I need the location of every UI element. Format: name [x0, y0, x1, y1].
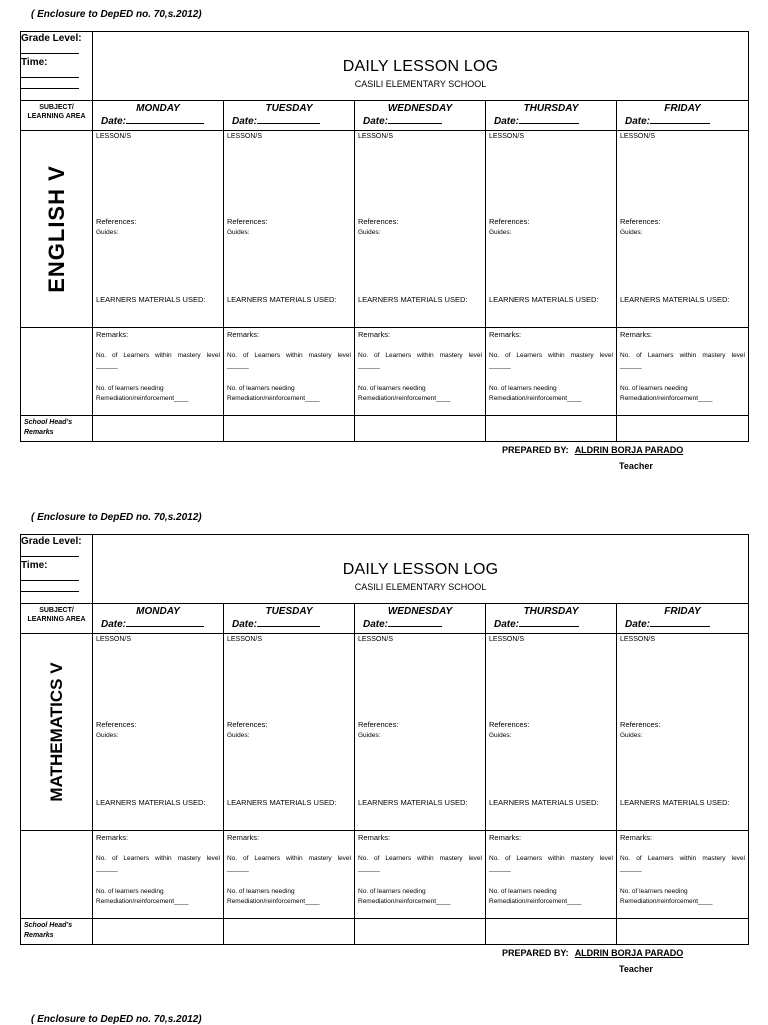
school-name: CASILI ELEMENTARY SCHOOL — [354, 78, 487, 89]
grade-level-blank[interactable] — [21, 548, 79, 557]
school-head-remarks-tuesday[interactable] — [224, 416, 355, 442]
remarks-cell-thursday[interactable]: Remarks: No. of Learners within mastery level ______ No. of learners needing Remediation/reinforcement____ — [486, 831, 617, 919]
grade-time-cell — [21, 535, 93, 604]
lesson-cell-thursday[interactable]: LESSON/S References: Guides: LEARNERS MATERIALS USED: — [486, 634, 617, 831]
school-head-remarks-wednesday[interactable] — [355, 416, 486, 442]
subject-cell — [21, 131, 93, 328]
title-cell — [93, 32, 749, 101]
blank-subject-cell — [21, 328, 93, 416]
lesson-log-table-mathematics — [20, 534, 749, 945]
date-blank[interactable] — [388, 114, 442, 124]
school-head-remarks-thursday[interactable] — [486, 416, 617, 442]
time-blank-1[interactable] — [21, 572, 79, 581]
day-header-tuesday: TUESDAY Date: — [224, 604, 355, 634]
preparer-name: ALDRIN BORJA PARADO — [574, 948, 684, 958]
day-header-monday: MONDAY Date: — [93, 604, 224, 634]
subject-header: SUBJECT/ LEARNING AREA — [21, 101, 93, 131]
remarks-cell-monday[interactable]: Remarks: No. of Learners within mastery level ______ No. of learners needing Remediation/reinforcement____ — [93, 328, 224, 416]
day-header-wednesday: WEDNESDAY Date: — [355, 604, 486, 634]
day-header-thursday: THURSDAY Date: — [486, 101, 617, 131]
remarks-cell-friday[interactable]: Remarks: No. of Learners within mastery level ______ No. of learners needing Remediation/reinforcement____ — [617, 328, 749, 416]
lesson-cell-friday[interactable]: LESSON/S References: Guides: LEARNERS MATERIALS USED: — [617, 131, 749, 328]
grade-level-blank[interactable] — [21, 45, 79, 54]
remarks-cell-friday[interactable]: Remarks: No. of Learners within mastery level ______ No. of learners needing Remediation/reinforcement____ — [617, 831, 749, 919]
remarks-cell-tuesday[interactable]: Remarks: No. of Learners within mastery level ______ No. of learners needing Remediation/reinforcement____ — [224, 831, 355, 919]
subject-name: MATHEMATICS V — [46, 662, 66, 802]
enclosure-note: ( Enclosure to DepED no. 70,s.2012) — [31, 1014, 202, 1025]
prepared-by: PREPARED BY: ALDRIN BORJA PARADO — [502, 445, 684, 455]
time-label: Time: — [21, 57, 48, 68]
grade-level-label: Grade Level: — [21, 536, 82, 547]
date-blank[interactable] — [126, 114, 204, 124]
remarks-cell-thursday[interactable]: Remarks: No. of Learners within mastery level ______ No. of learners needing Remediation/reinforcement____ — [486, 328, 617, 416]
remarks-cell-wednesday[interactable]: Remarks: No. of Learners within mastery level ______ No. of learners needing Remediation/reinforcement____ — [355, 831, 486, 919]
day-header-tuesday: TUESDAY Date: — [224, 101, 355, 131]
subject-cell — [21, 634, 93, 831]
lesson-cell-friday[interactable]: LESSON/S References: Guides: LEARNERS MATERIALS USED: — [617, 634, 749, 831]
school-head-remarks-monday[interactable] — [93, 919, 224, 945]
grade-time-cell — [21, 32, 93, 101]
subject-header: SUBJECT/ LEARNING AREA — [21, 604, 93, 634]
school-head-remarks-friday[interactable] — [617, 919, 749, 945]
school-head-remarks-wednesday[interactable] — [355, 919, 486, 945]
lesson-cell-tuesday[interactable]: LESSON/S References: Guides: LEARNERS MATERIALS USED: — [224, 634, 355, 831]
preparer-role: Teacher — [619, 461, 653, 471]
school-head-remarks-thursday[interactable] — [486, 919, 617, 945]
date-blank[interactable] — [650, 114, 710, 124]
school-name: CASILI ELEMENTARY SCHOOL — [354, 581, 487, 592]
prepared-by: PREPARED BY: ALDRIN BORJA PARADO — [502, 948, 684, 958]
day-header-friday: FRIDAY Date: — [617, 604, 749, 634]
remarks-cell-wednesday[interactable]: Remarks: No. of Learners within mastery level ______ No. of learners needing Remediation/reinforcement____ — [355, 328, 486, 416]
school-head-remarks-monday[interactable] — [93, 416, 224, 442]
remarks-cell-tuesday[interactable]: Remarks: No. of Learners within mastery level ______ No. of learners needing Remediation/reinforcement____ — [224, 328, 355, 416]
date-blank[interactable] — [388, 617, 442, 627]
grade-level-label: Grade Level: — [21, 33, 82, 44]
day-header-thursday: THURSDAY Date: — [486, 604, 617, 634]
time-blank-2[interactable] — [21, 583, 79, 592]
time-blank-1[interactable] — [21, 69, 79, 78]
lesson-cell-wednesday[interactable]: LESSON/S References: Guides: LEARNERS MATERIALS USED: — [355, 131, 486, 328]
title-cell — [93, 535, 749, 604]
lesson-cell-wednesday[interactable]: LESSON/S References: Guides: LEARNERS MATERIALS USED: — [355, 634, 486, 831]
time-blank-2[interactable] — [21, 80, 79, 89]
school-head-remarks-label: School Head’s Remarks — [21, 919, 93, 945]
preparer-role: Teacher — [619, 964, 653, 974]
date-blank[interactable] — [257, 617, 320, 627]
time-label: Time: — [21, 560, 48, 571]
day-header-wednesday: WEDNESDAY Date: — [355, 101, 486, 131]
lesson-cell-monday[interactable]: LESSON/S References: Guides: LEARNERS MATERIALS USED: — [93, 131, 224, 328]
document-title: DAILY LESSON LOG — [342, 57, 499, 75]
preparer-name: ALDRIN BORJA PARADO — [574, 445, 684, 455]
date-blank[interactable] — [650, 617, 710, 627]
subject-name: ENGLISH V — [43, 165, 69, 293]
day-header-friday: FRIDAY Date: — [617, 101, 749, 131]
document-title: DAILY LESSON LOG — [342, 560, 499, 578]
date-blank[interactable] — [519, 114, 579, 124]
lesson-cell-monday[interactable]: LESSON/S References: Guides: LEARNERS MATERIALS USED: — [93, 634, 224, 831]
lesson-log-table-english — [20, 31, 749, 442]
lesson-cell-tuesday[interactable]: LESSON/S References: Guides: LEARNERS MATERIALS USED: — [224, 131, 355, 328]
school-head-remarks-label: School Head’s Remarks — [21, 416, 93, 442]
remarks-cell-monday[interactable]: Remarks: No. of Learners within mastery level ______ No. of learners needing Remediation/reinforcement____ — [93, 831, 224, 919]
enclosure-note: ( Enclosure to DepED no. 70,s.2012) — [31, 512, 202, 523]
enclosure-note: ( Enclosure to DepED no. 70,s.2012) — [31, 9, 202, 20]
date-blank[interactable] — [519, 617, 579, 627]
lesson-cell-thursday[interactable]: LESSON/S References: Guides: LEARNERS MATERIALS USED: — [486, 131, 617, 328]
school-head-remarks-tuesday[interactable] — [224, 919, 355, 945]
date-blank[interactable] — [257, 114, 320, 124]
date-blank[interactable] — [126, 617, 204, 627]
day-header-monday: MONDAY Date: — [93, 101, 224, 131]
blank-subject-cell — [21, 831, 93, 919]
school-head-remarks-friday[interactable] — [617, 416, 749, 442]
